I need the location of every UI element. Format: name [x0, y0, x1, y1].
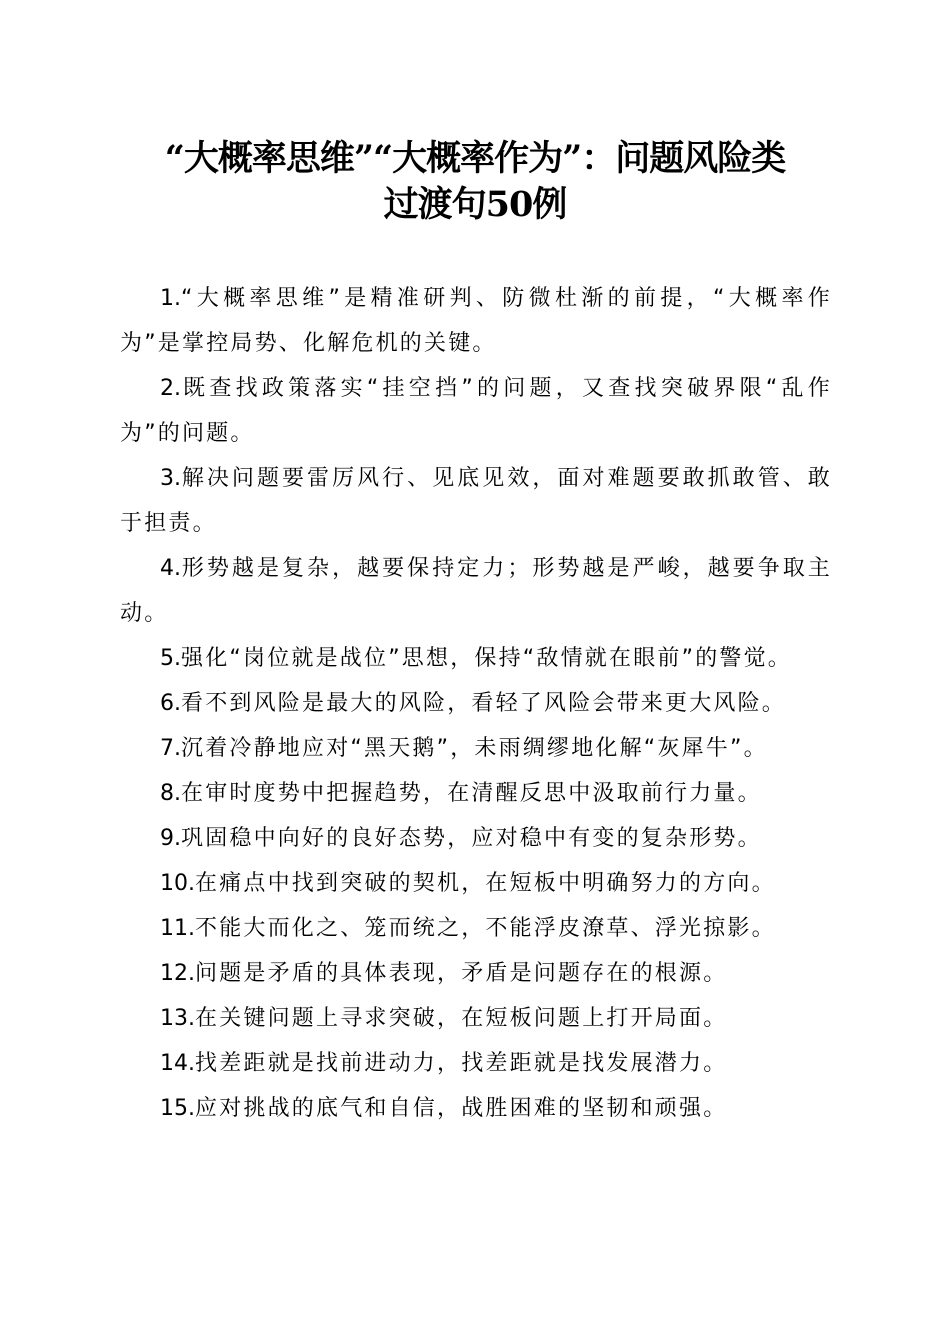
item-text: 看不到风险是最大的风险，看轻了风险会带来更大风险。 [181, 691, 787, 716]
item-number: 3. [160, 466, 181, 491]
item-text: 不能大而化之、笼而统之，不能浮皮潦草、浮光掠影。 [195, 916, 776, 941]
list-item [120, 906, 832, 951]
item-number: 14. [160, 1051, 195, 1076]
item-text: 解决问题要雷厉风行、见底见效，面对难题要敢抓敢管、敢于担责。 [120, 466, 832, 536]
list-item [120, 996, 832, 1041]
list-item [120, 861, 832, 906]
list-item [120, 636, 832, 681]
item-text: 沉着冷静地应对“黑天鹅”，未雨绸缪地化解“灰犀牛”。 [181, 736, 768, 761]
item-text: 问题是矛盾的具体表现，矛盾是问题存在的根源。 [195, 961, 728, 986]
list-item [120, 1041, 832, 1086]
item-text: “大概率思维”是精准研判、防微杜渐的前提，“大概率作为”是掌控局势、化解危机的关键。 [120, 286, 832, 356]
list-item [120, 726, 832, 771]
item-text: 应对挑战的底气和自信，战胜困难的坚韧和顽强。 [195, 1096, 728, 1121]
title-line-2: 过渡句50例 [383, 184, 567, 225]
list-item [120, 546, 832, 636]
list-item [120, 816, 832, 861]
list-item [120, 951, 832, 996]
document-title [110, 136, 840, 228]
list-item [120, 681, 832, 726]
item-number: 1. [160, 286, 181, 311]
item-number: 8. [160, 781, 181, 806]
item-number: 5. [160, 646, 181, 671]
item-text: 形势越是复杂，越要保持定力；形势越是严峻，越要争取主动。 [120, 556, 832, 626]
item-number: 9. [160, 826, 181, 851]
list-item [120, 276, 832, 366]
item-text: 既查找政策落实“挂空挡”的问题，又查找突破界限“乱作为”的问题。 [120, 376, 832, 446]
item-text: 找差距就是找前进动力，找差距就是找发展潜力。 [195, 1051, 728, 1076]
list-item [120, 771, 832, 816]
item-text: 在关键问题上寻求突破，在短板问题上打开局面。 [195, 1006, 728, 1031]
item-text: 在痛点中找到突破的契机，在短板中明确努力的方向。 [195, 871, 776, 896]
title-line-1: “大概率思维”“大概率作为”：问题风险类 [164, 138, 786, 179]
item-number: 13. [160, 1006, 195, 1031]
item-text: 巩固稳中向好的良好态势，应对稳中有变的复杂形势。 [181, 826, 762, 851]
item-number: 11. [160, 916, 195, 941]
item-number: 2. [160, 376, 181, 401]
item-text: 在审时度势中把握趋势，在清醒反思中汲取前行力量。 [181, 781, 762, 806]
list-item [120, 456, 832, 546]
item-text: 强化“岗位就是战位”思想，保持“敌情就在眼前”的警觉。 [181, 646, 792, 671]
document-body [120, 276, 832, 1131]
list-item [120, 1086, 832, 1131]
item-number: 15. [160, 1096, 195, 1121]
item-number: 6. [160, 691, 181, 716]
list-item [120, 366, 832, 456]
item-number: 7. [160, 736, 181, 761]
item-number: 10. [160, 871, 195, 896]
item-number: 12. [160, 961, 195, 986]
item-number: 4. [160, 556, 181, 581]
